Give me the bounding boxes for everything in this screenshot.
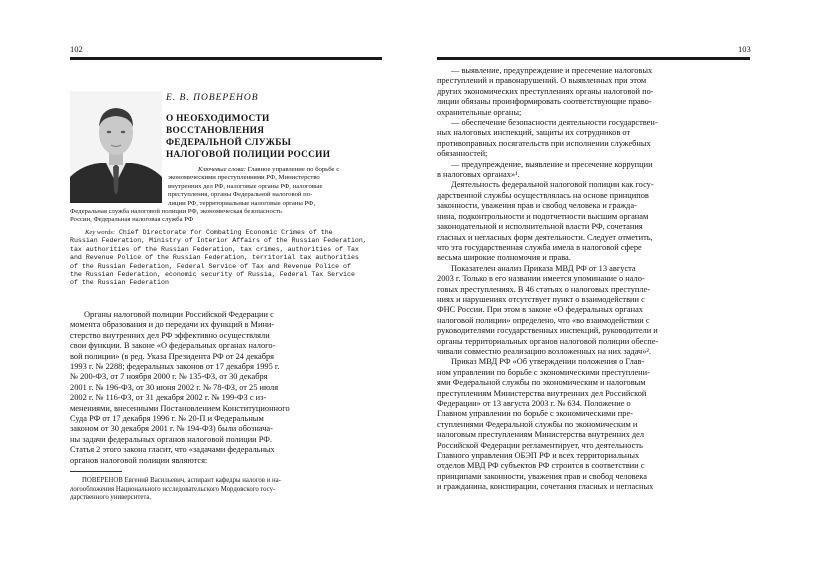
keywords-label: Ключевые слова: [198, 166, 246, 173]
keywords-line: России, Федеральная налоговая служба РФ [70, 216, 194, 224]
keywords-en-line: and Revenue Police of the Russian Federation, territorial tax authorities [70, 254, 359, 262]
author-name: Е. В. ПОВЕРЕНОВ [166, 93, 259, 103]
body-line: Главного управления ОБЭП РФ и всех территориальных [437, 451, 640, 461]
page-number-left: 102 [70, 44, 83, 54]
keywords-line: Федеральная служба налоговой полиции РФ, экономическая безопасность [70, 208, 282, 216]
body-line: Главном управлении по борьбе с экономическими пре- [437, 409, 633, 419]
body-line: ны задачи федеральных органов налоговой полиции РФ. [70, 434, 272, 444]
body-line: ями Федеральной службы по экономическим и налоговым [437, 378, 646, 388]
body-line: обязанностей; [437, 149, 488, 159]
keywords-en-line: Key words: Chief Directorate for Combating Economic Crimes of the [85, 229, 333, 236]
body-line: в налоговых органах»¹. [437, 170, 520, 180]
body-line: Российской Федерации регламентирует, что деятельность [437, 440, 643, 450]
body-line: и гражданина, конспирации, сочетания гласных и негласных [437, 482, 654, 492]
body-line: лиции обязаны проинформировать соответствующие право- [437, 97, 652, 107]
article-title [166, 113, 381, 161]
body-line: других экономических преступлениях органы налоговой по- [437, 86, 654, 96]
body-line: отделов МВД РФ субъектов РФ строится в соответствии с [437, 461, 645, 471]
body-line: дарственной службы осуществлялась на основе принципов [437, 190, 649, 200]
keywords-en-line: of the Russian Federation, Federal Service of Tax and Revenue Police of [70, 262, 351, 270]
body-line: чивали совместно реализацию возложенных на них задач»². [437, 346, 651, 356]
body-line: Федерации» от 13 августа 2003 г. № 634. Положение о [437, 399, 631, 408]
body-line: ступлениями Федеральной службы по экономическим и [437, 419, 638, 429]
body-line: противоправных посягательств при исполнении служебных [437, 138, 651, 148]
body-line: 2001 г. № 196-ФЗ, от 30 июня 2002 г. № 78-ФЗ, от 25 июля [70, 382, 279, 392]
page-number-right: 103 [738, 44, 751, 54]
body-line: органы территориальных органов налоговой полиции обеспе- [437, 336, 659, 346]
body-line: № 200-ФЗ, от 7 ноября 2000 г. № 135-ФЗ, от 30 декабря [70, 372, 268, 382]
title-line: ВОССТАНОВЛЕНИЯ [166, 126, 265, 136]
keywords-line: внутренних дел РФ, налоговые органы РФ, налоговые [168, 182, 323, 190]
keywords-en-line: Russian Federation, Ministry of Interior Affairs of the Russian Federation, [70, 237, 367, 245]
keywords-line: преступления, органы Федеральной налоговой по- [168, 191, 313, 199]
author-footnote [70, 477, 281, 503]
header-rule-left [70, 57, 382, 60]
body-line: 1993 г. № 2288; федеральных законов от 17 декабря 1995 г. [70, 362, 280, 372]
keywords-ru [70, 166, 339, 225]
body-line: говых преступлениях. В 46 статьях о налоговых преступле- [437, 284, 651, 294]
body-line: ном управлении по борьбе с экономическими преступлени- [437, 367, 650, 377]
body-line: законом от 30 декабря 2001 г. № 194-ФЗ) были обознача- [70, 424, 273, 434]
footnote-rule [70, 471, 122, 472]
body-line: — обеспечение безопасности деятельности государствен- [451, 118, 658, 128]
body-line: свои функции. В законе «О федеральных органах налого- [70, 341, 276, 351]
body-line: руководителями государственных инспекций, руководители и [437, 326, 658, 336]
body-line: весьма широкие полномочия и права. [437, 253, 571, 263]
right-body [437, 66, 750, 493]
keywords-en-line: of the Russian Federation [70, 279, 169, 287]
body-line: что эта государственная служба имела в налоговой сфере [437, 242, 642, 252]
body-line: менениями, внесенными Постановлением Конституционного [70, 403, 290, 413]
body-line: Органы налоговой полиции Российской Федерации с [84, 310, 274, 319]
header-rule-right [437, 57, 750, 60]
body-line: стерство внутренних дел РФ эффективно осуществляли [70, 330, 270, 340]
body-line: охранительные органы; [437, 107, 522, 117]
body-line: момента образования и до передачи их функций в Мини- [70, 320, 275, 330]
body-line: 2003 г. Только в его названии имеется упоминание о нало- [437, 274, 645, 284]
keywords-en-label: Key words: [85, 229, 115, 236]
body-line: — выявление, предупреждение и пресечение налоговых [451, 66, 653, 75]
body-line: ных налоговых инспекций, защиты их сотрудников от [437, 128, 631, 138]
body-line: ФНС России. При этом в законе «О федеральных органах [437, 305, 643, 315]
footnote-line: дарственного университета. [70, 494, 152, 502]
body-line: нина, подконтрольности и подотчетности высшим органам [437, 211, 649, 221]
body-line: 2002 г. № 116-ФЗ, от 31 декабря 2002 г. № 199-ФЗ с из- [70, 393, 267, 403]
body-line: налоговым преступлениям Министерства внутренних дел [437, 430, 645, 440]
body-line: Приказ МВД РФ «Об утверждении положения о Глав- [451, 357, 645, 367]
body-line: вой полиции» (в ред. Указа Президента РФ от 24 декабря [70, 351, 274, 361]
body-line: законности, уважения прав и свобод человека и гражда- [437, 201, 637, 211]
footnote-line: ПОВЕРЕНОВ Евгений Васильевич, аспирант кафедры налогов и на- [82, 477, 281, 484]
body-line: преступлениям Министерства внутренних дел Российской [437, 388, 647, 398]
body-line: налоговой полиции» определено, что «во взаимодействии с [437, 315, 650, 325]
keywords-en-line: the Russian Federation, economic security of Russia, Federal Tax Service [70, 271, 355, 279]
body-line: принципами законности, уважения прав и свобод человека [437, 471, 647, 481]
body-line: Статья 2 этого закона гласит, что «задачами федеральных [70, 445, 275, 455]
body-line: Деятельность федеральной налоговой полиции как госу- [451, 180, 654, 190]
body-line: законодательной и исполнительной власти РФ, сочетания [437, 222, 643, 232]
footnote-line: логообложения Национального исследовательского Мордовского госу- [70, 485, 276, 493]
body-line: преступлений и правонарушений. О выявленных при этом [437, 76, 647, 86]
body-line: гласных и негласных форм деятельности. Следует отметить, [437, 232, 653, 242]
keywords-line: экономическими преступлениями РФ, Министерство [168, 174, 320, 182]
body-line: — предупреждение, выявление и пресечение коррупции [451, 159, 653, 169]
title-line: ФЕДЕРАЛЬНОЙ СЛУЖБЫ [166, 138, 292, 148]
keywords-en-line: tax authorities of the Russian Federation, tax crimes, authorities of Tax [70, 245, 359, 253]
keywords-line: лиции РФ, территориальные налоговые органы РФ, [168, 199, 316, 207]
body-line: ниях и нарушениях отсутствует пункт о взаимодействии с [437, 294, 645, 304]
title-line: НАЛОГОВОЙ ПОЛИЦИИ РОССИИ [166, 150, 331, 160]
keywords-en [70, 229, 367, 288]
body-line: органов налоговой полиции являются: [70, 455, 208, 465]
body-line: Показателен анализ Приказа МВД РФ от 13 августа [451, 263, 636, 273]
left-body [70, 310, 382, 466]
body-line: Суда РФ от 17 декабря 1996 г. № 20-П и Федеральным [70, 414, 264, 424]
keywords-line: Ключевые слова: Главное управление по борьбе с [198, 166, 340, 173]
title-line: О НЕОБХОДИМОСТИ [166, 114, 270, 124]
